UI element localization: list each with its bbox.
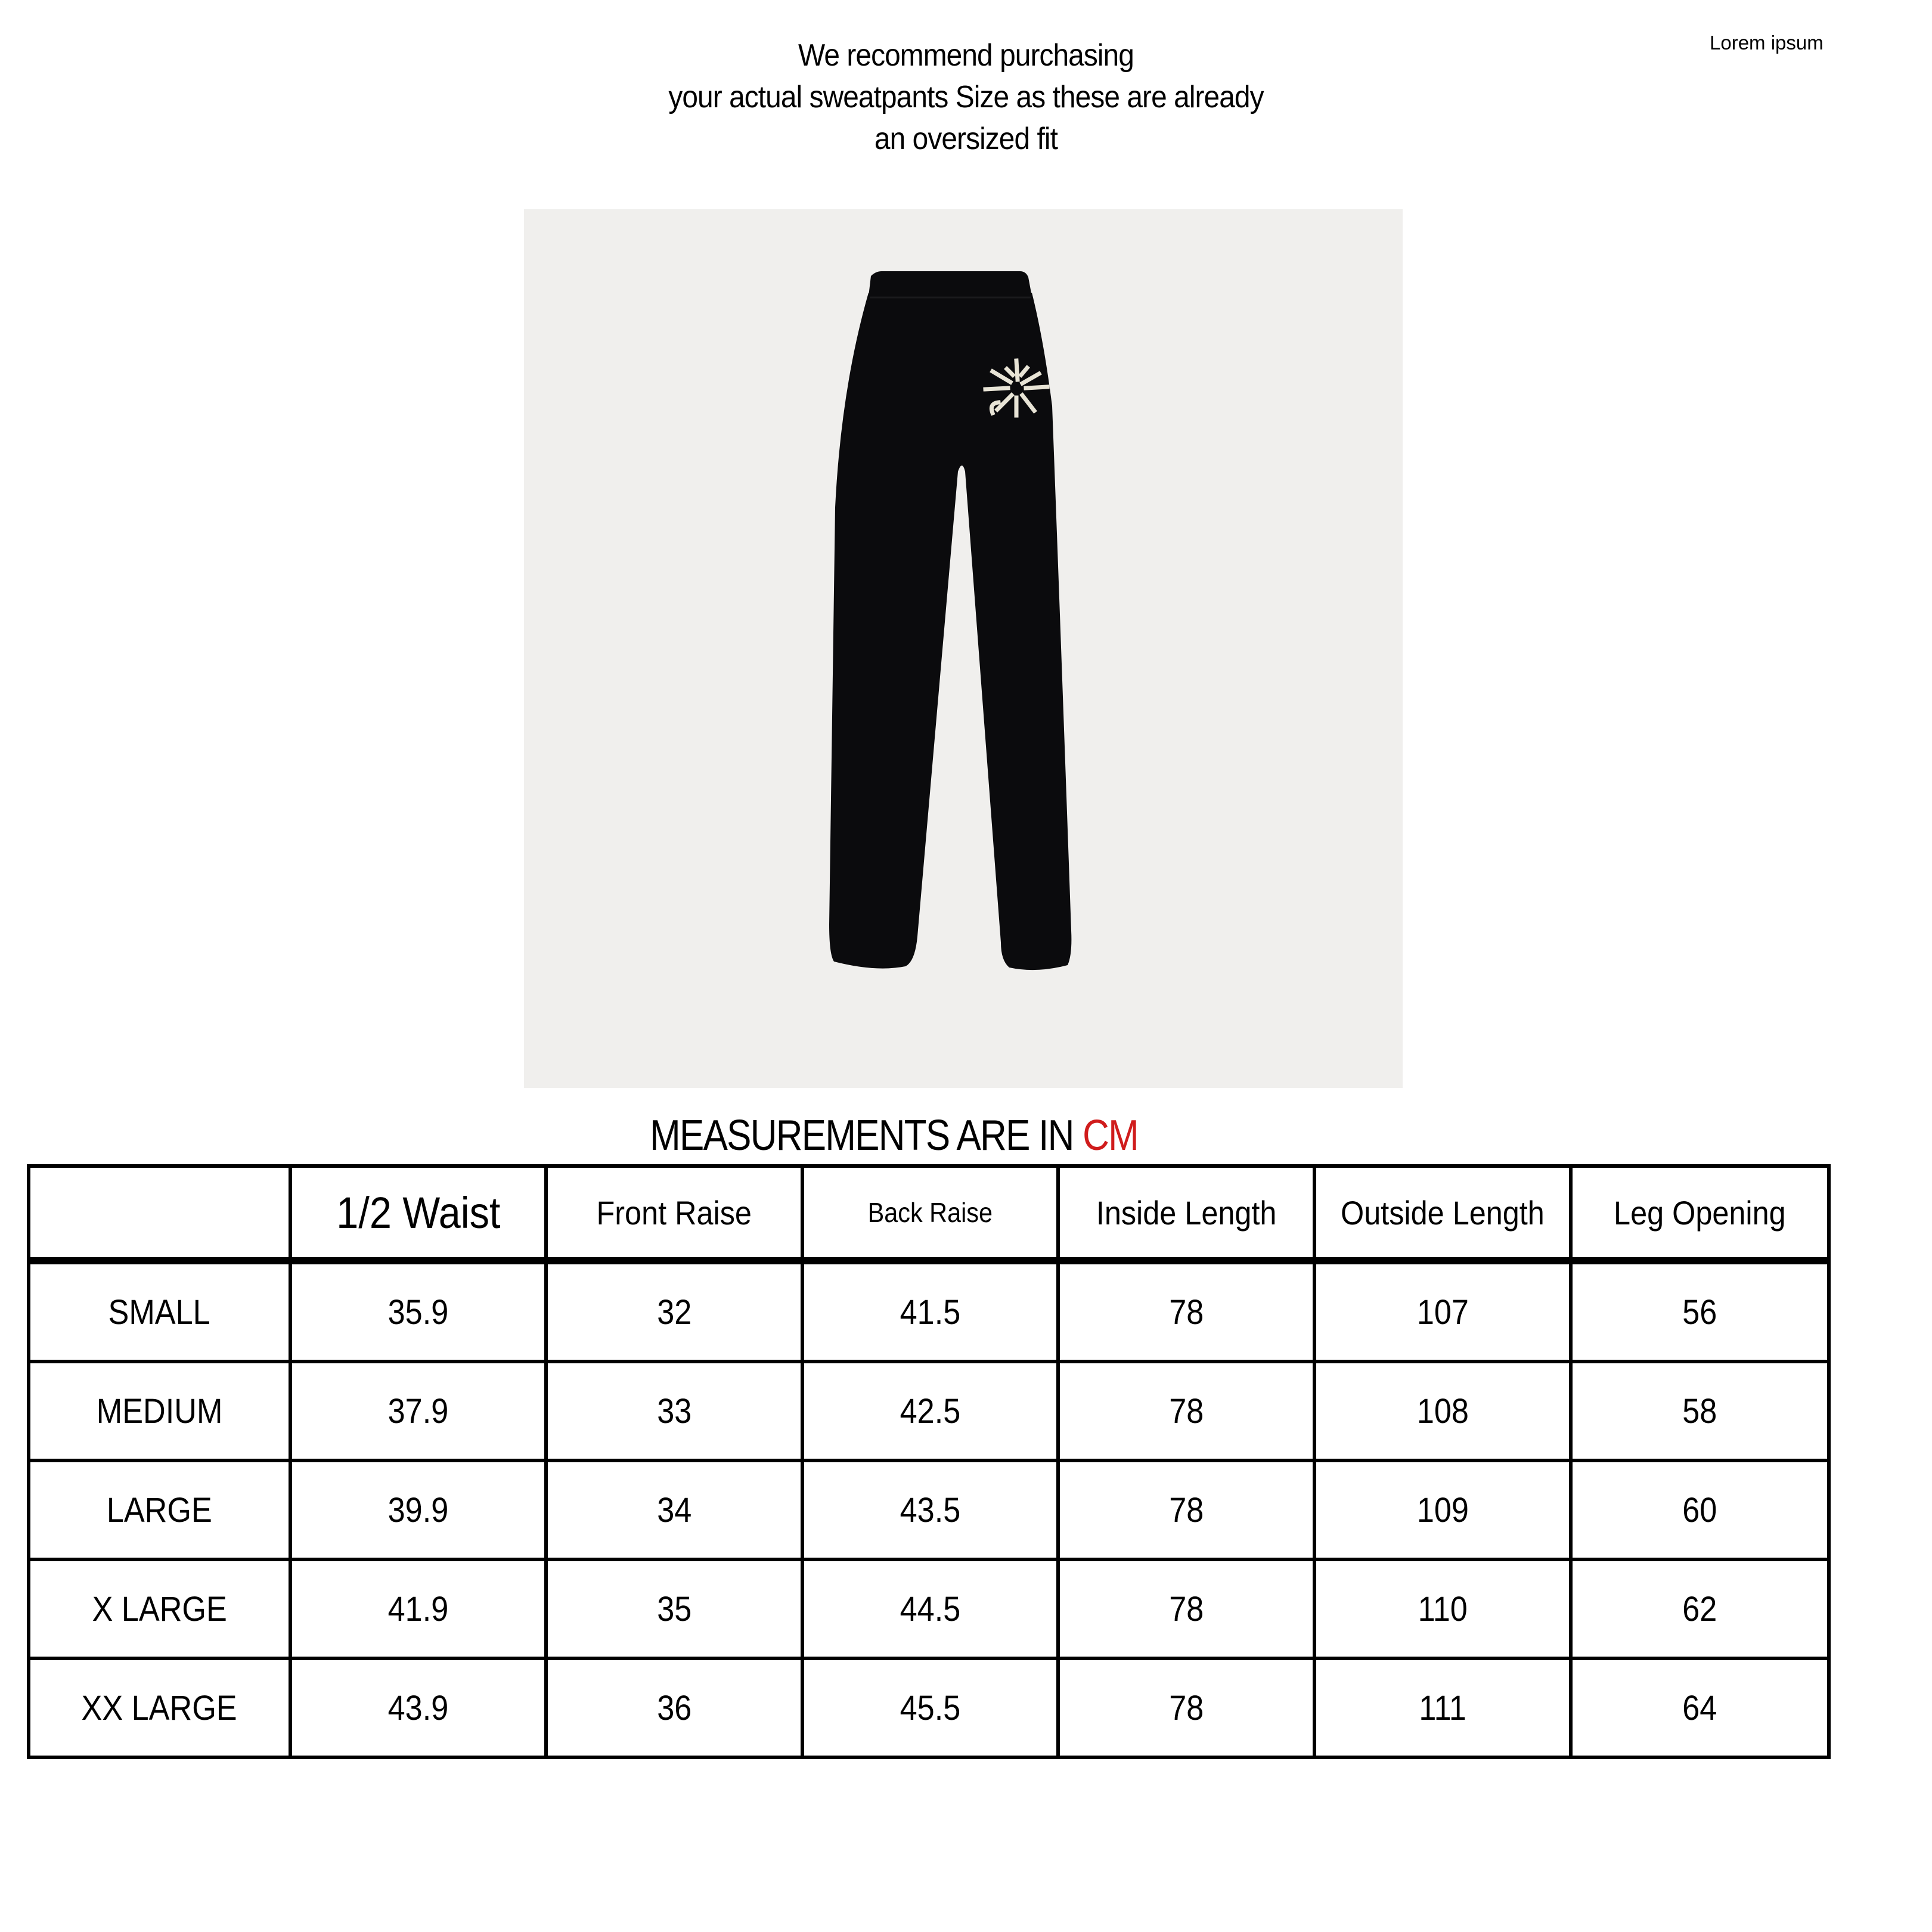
value-cell: 43.5 [802,1460,1058,1559]
value-cell: 56 [1571,1261,1829,1362]
value-cell: 78 [1058,1658,1314,1757]
value-cell: 41.9 [290,1559,546,1658]
value-cell: 42.5 [802,1362,1058,1460]
value-cell: 109 [1314,1460,1571,1559]
header-cell-outside-length: Outside Length [1314,1166,1571,1261]
units-heading [125,1110,1663,1161]
value-cell: 78 [1058,1559,1314,1658]
units-heading-prefix: MEASUREMENTS ARE IN [650,1112,1083,1159]
value-cell: 78 [1058,1362,1314,1460]
value-cell: 62 [1571,1559,1829,1658]
header-cell-half-waist: 1/2 Waist [290,1166,546,1261]
value-cell: 39.9 [290,1460,546,1559]
table-row [29,1460,1829,1559]
size-label: MEDIUM [29,1362,290,1460]
header-cell-inside-length: Inside Length [1058,1166,1314,1261]
value-cell: 78 [1058,1460,1314,1559]
table-header-row [29,1166,1829,1261]
sizing-recommendation-line: your actual sweatpants Size as these are already [668,80,1264,114]
sizing-recommendation-line: an oversized fit [874,122,1058,156]
value-cell: 60 [1571,1460,1829,1559]
value-cell: 35.9 [290,1261,546,1362]
header-cell-back-raise: Back Raise [802,1166,1058,1261]
units-heading-unit: CM [1083,1112,1138,1159]
value-cell: 37.9 [290,1362,546,1460]
sizing-recommendation [77,35,1855,160]
value-cell: 45.5 [802,1658,1058,1757]
header-cell-size [29,1166,290,1261]
product-image [524,209,1403,1088]
corner-label: Lorem ipsum [1710,32,1824,54]
value-cell: 35 [546,1559,802,1658]
value-cell: 34 [546,1460,802,1559]
value-cell: 44.5 [802,1559,1058,1658]
size-chart-table [27,1164,1831,1759]
table-row [29,1362,1829,1460]
table-row [29,1261,1829,1362]
size-label: SMALL [29,1261,290,1362]
value-cell: 32 [546,1261,802,1362]
size-label: X LARGE [29,1559,290,1658]
value-cell: 41.5 [802,1261,1058,1362]
value-cell: 36 [546,1658,802,1757]
value-cell: 78 [1058,1261,1314,1362]
value-cell: 58 [1571,1362,1829,1460]
sweatpants-illustration [524,209,1403,1088]
value-cell: 64 [1571,1658,1829,1757]
value-cell: 108 [1314,1362,1571,1460]
sizing-recommendation-line: We recommend purchasing [798,38,1134,73]
value-cell: 110 [1314,1559,1571,1658]
header-cell-front-raise: Front Raise [546,1166,802,1261]
value-cell: 107 [1314,1261,1571,1362]
size-label: LARGE [29,1460,290,1559]
value-cell: 111 [1314,1658,1571,1757]
value-cell: 33 [546,1362,802,1460]
table-row [29,1658,1829,1757]
value-cell: 43.9 [290,1658,546,1757]
size-label: XX LARGE [29,1658,290,1757]
header-cell-leg-opening: Leg Opening [1571,1166,1829,1261]
table-row [29,1559,1829,1658]
